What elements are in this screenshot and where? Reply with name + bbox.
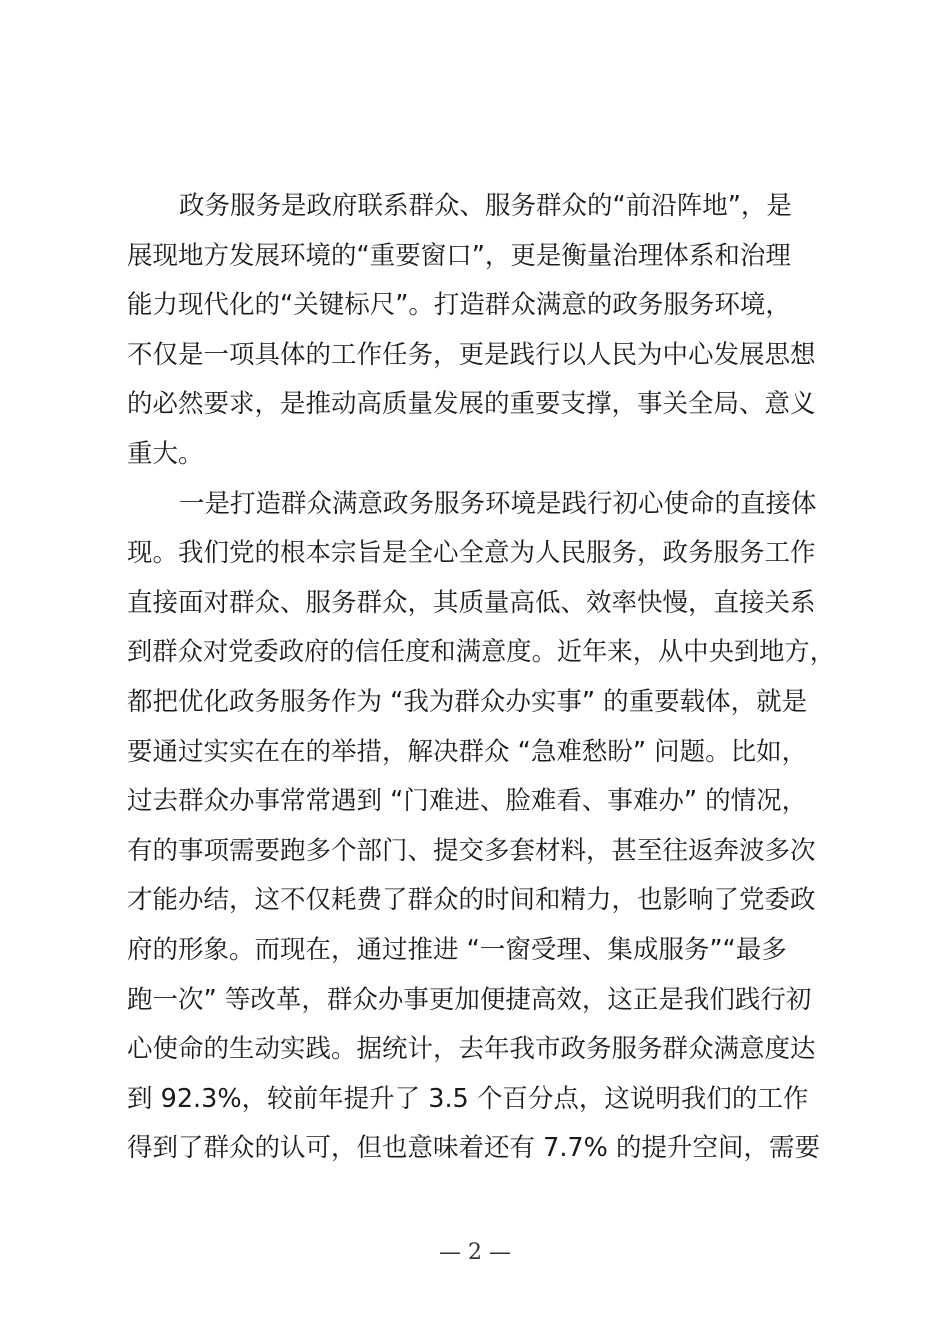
text-line: 有的事项需要跑多个部门、提交多套材料，甚至往返奔波多次 bbox=[127, 835, 816, 866]
text-line: 能力现代化的“关键标尺”。打造群众满意的政务服务环境， bbox=[127, 290, 791, 321]
text-line: 一是打造群众满意政务服务环境是践行初心使命的直接体 bbox=[179, 488, 817, 519]
text-line: 都把优化政务服务作为 “我为群众办实事” 的重要载体，就是 bbox=[127, 686, 808, 717]
text-line: 要通过实实在在的举措，解决群众 “急难愁盼” 问题。比如， bbox=[127, 736, 808, 767]
text-line: 到群众对党委政府的信任度和满意度。近年来，从中央到地方， bbox=[127, 637, 836, 668]
text-line: 直接面对群众、服务群众，其质量高低、效率快慢，直接关系 bbox=[127, 587, 816, 618]
text-line: 政务服务是政府联系群众、服务群众的“前沿阵地”，是 bbox=[179, 191, 792, 221]
text-line: 府的形象。而现在，通过推进 “一窗受理、集成服务”“最多 bbox=[127, 934, 787, 965]
page-number: — 2 — bbox=[439, 1240, 511, 1265]
text-line: 到 92.3%，较前年提升了 3.5 个百分点，这说明我们的工作 bbox=[127, 1083, 809, 1114]
text-line: 现。我们党的根本宗旨是全心全意为人民服务，政务服务工作 bbox=[127, 538, 816, 569]
text-line: 的必然要求，是推动高质量发展的重要支撑，事关全局、意义 bbox=[127, 389, 816, 420]
text-line: 心使命的生动实践。据统计，去年我市政务服务群众满意度达 bbox=[127, 1034, 816, 1065]
text-line: 过去群众办事常常遇到 “门难进、脸难看、事难办” 的情况， bbox=[127, 786, 808, 817]
text-line: 跑一次” 等改革，群众办事更加便捷高效，这正是我们践行初 bbox=[127, 984, 812, 1015]
text-line: 不仅是一项具体的工作任务，更是践行以人民为中心发展思想 bbox=[127, 339, 816, 370]
text-line: 展现地方发展环境的“重要窗口”，更是衡量治理体系和治理 bbox=[127, 240, 791, 271]
text-line: 才能办结，这不仅耗费了群众的时间和精力，也影响了党委政 bbox=[127, 885, 816, 916]
document-body bbox=[127, 182, 835, 1174]
text-line: 得到了群众的认可，但也意味着还有 7.7% 的提升空间，需要 bbox=[127, 1133, 820, 1164]
paragraph-1 bbox=[127, 182, 835, 480]
text-line: 重大。 bbox=[127, 438, 204, 469]
paragraph-2 bbox=[127, 480, 835, 1174]
